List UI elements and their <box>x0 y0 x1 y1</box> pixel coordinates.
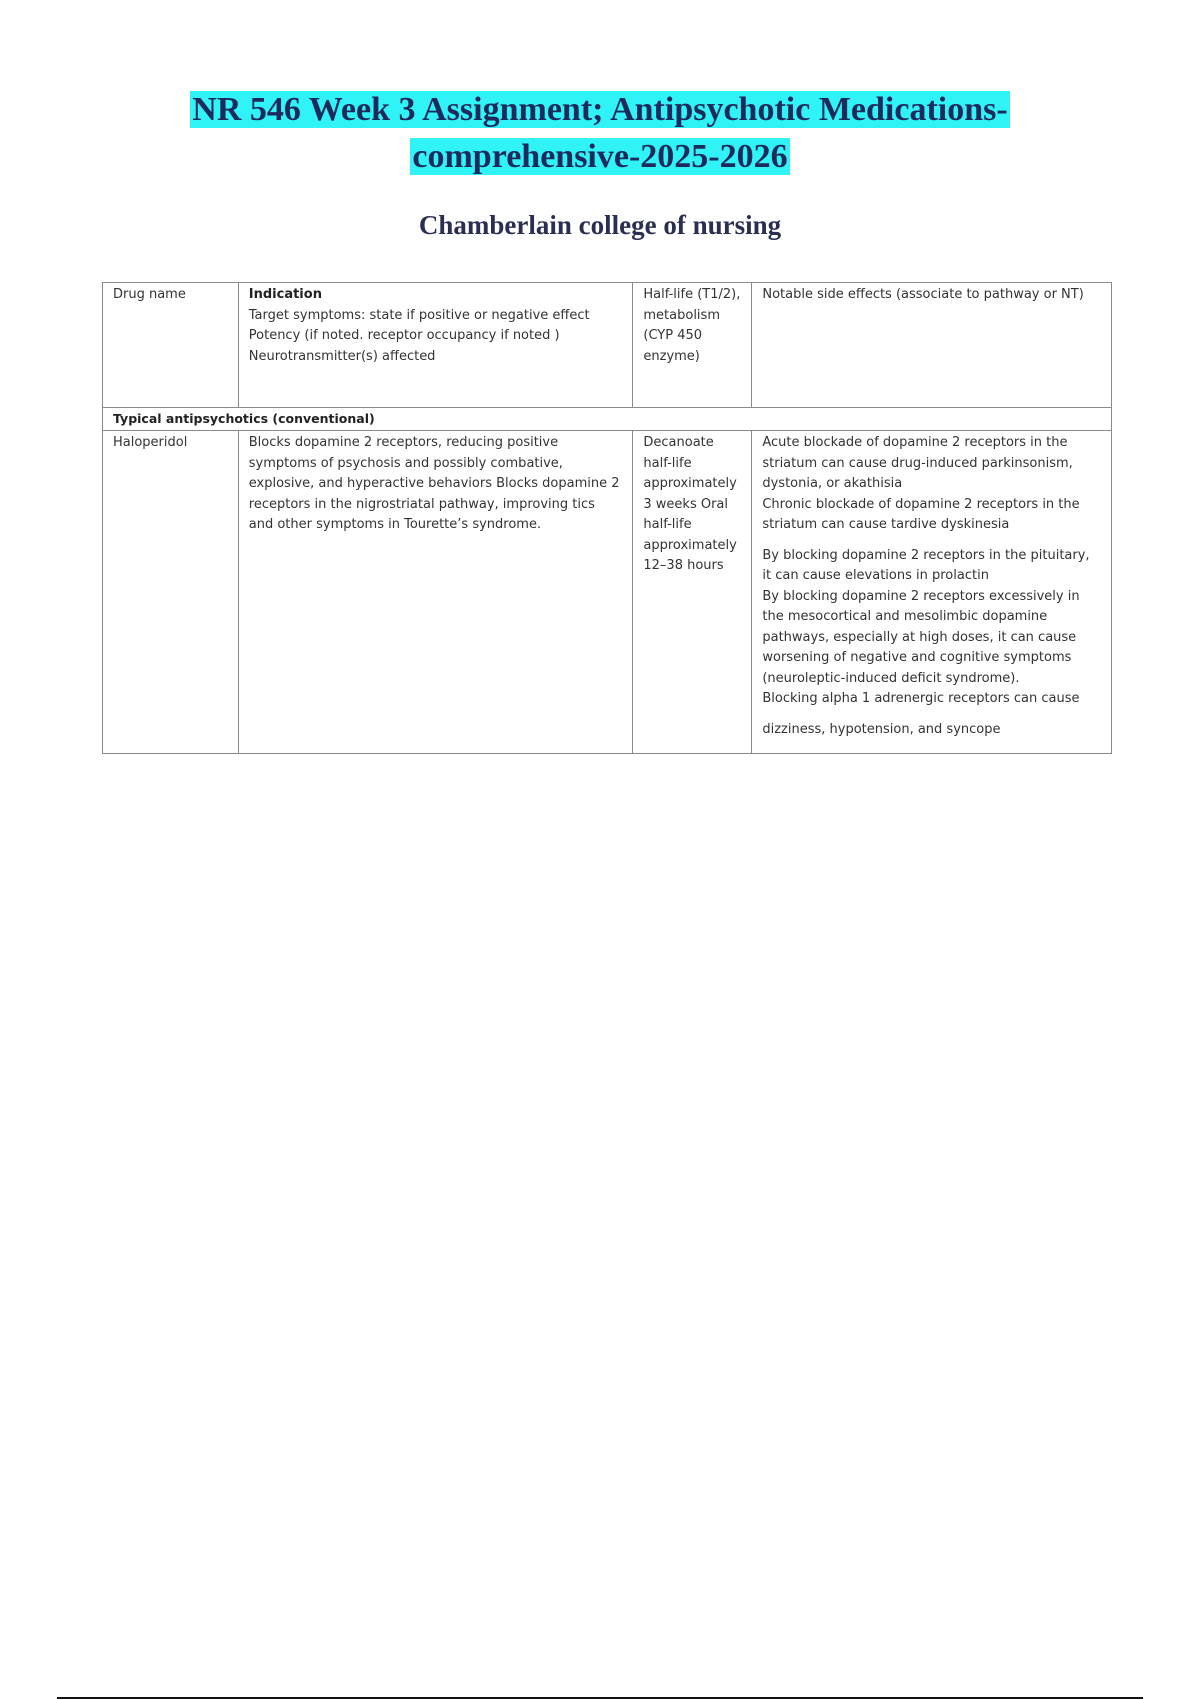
side-effect-item: Acute blockade of dopamine 2 receptors in the striatum can cause drug-induced parkinsonism, dystonia, or akathisia <box>762 435 1073 491</box>
section-label: Typical antipsychotics (conventional) <box>103 408 1112 431</box>
document-title <box>100 86 1100 180</box>
cell-half-life: Decanoate half-life approximately 3 weeks Oral half-life approximately 12–38 hours <box>633 431 752 754</box>
section-row <box>103 408 1112 431</box>
title-line-1: NR 546 Week 3 Assignment; Antipsychotic Medications- <box>192 91 1008 128</box>
side-effect-item: By blocking dopamine 2 receptors in the pituitary, it can cause elevations in prolactin <box>762 547 1090 583</box>
header-indication-line: Potency (if noted. receptor occupancy if noted ) <box>248 328 560 343</box>
title-line-2: comprehensive-2025-2026 <box>412 138 788 175</box>
header-indication <box>238 283 633 408</box>
table-row <box>103 431 1112 754</box>
header-indication-line: Neurotransmitter(s) affected <box>248 348 436 364</box>
side-effect-item: dizziness, hypotension, and syncope <box>762 721 1001 737</box>
header-side-effects: Notable side effects (associate to pathway or NT) <box>752 283 1112 408</box>
side-effect-item: By blocking dopamine 2 receptors excessively in the mesocortical and mesolimbic dopamine pathways, especially at high doses, it can cause worsening of negative and cognitive symptoms (neuroleptic-induced deficit syndrome). <box>762 588 1080 686</box>
antipsychotic-table <box>102 282 1112 754</box>
header-indication-line: Target symptoms: state if positive or negative effect <box>248 307 590 323</box>
header-drug-name: Drug name <box>103 283 239 408</box>
document-subtitle: Chamberlain college of nursing <box>418 210 782 240</box>
cell-side-effects <box>752 431 1112 754</box>
side-effect-item: Chronic blockade of dopamine 2 receptors in the striatum can cause tardive dyskinesia <box>762 496 1080 532</box>
cell-indication: Blocks dopamine 2 receptors, reducing positive symptoms of psychosis and possibly combative, explosive, and hyperactive behaviors Blocks dopamine 2 receptors in the nigrostriatal pathway, improving tics and other symptoms in Tourette’s syndrome. <box>238 431 633 754</box>
cell-drug-name: Haloperidol <box>103 431 239 754</box>
header-indication-title: Indication <box>248 287 322 302</box>
header-half-life: Half-life (T1/2), metabolism (CYP 450 enzyme) <box>633 283 752 408</box>
side-effect-item: Blocking alpha 1 adrenergic receptors can cause <box>762 691 1080 706</box>
footer-divider <box>57 1697 1143 1699</box>
table-header-row <box>103 283 1112 408</box>
